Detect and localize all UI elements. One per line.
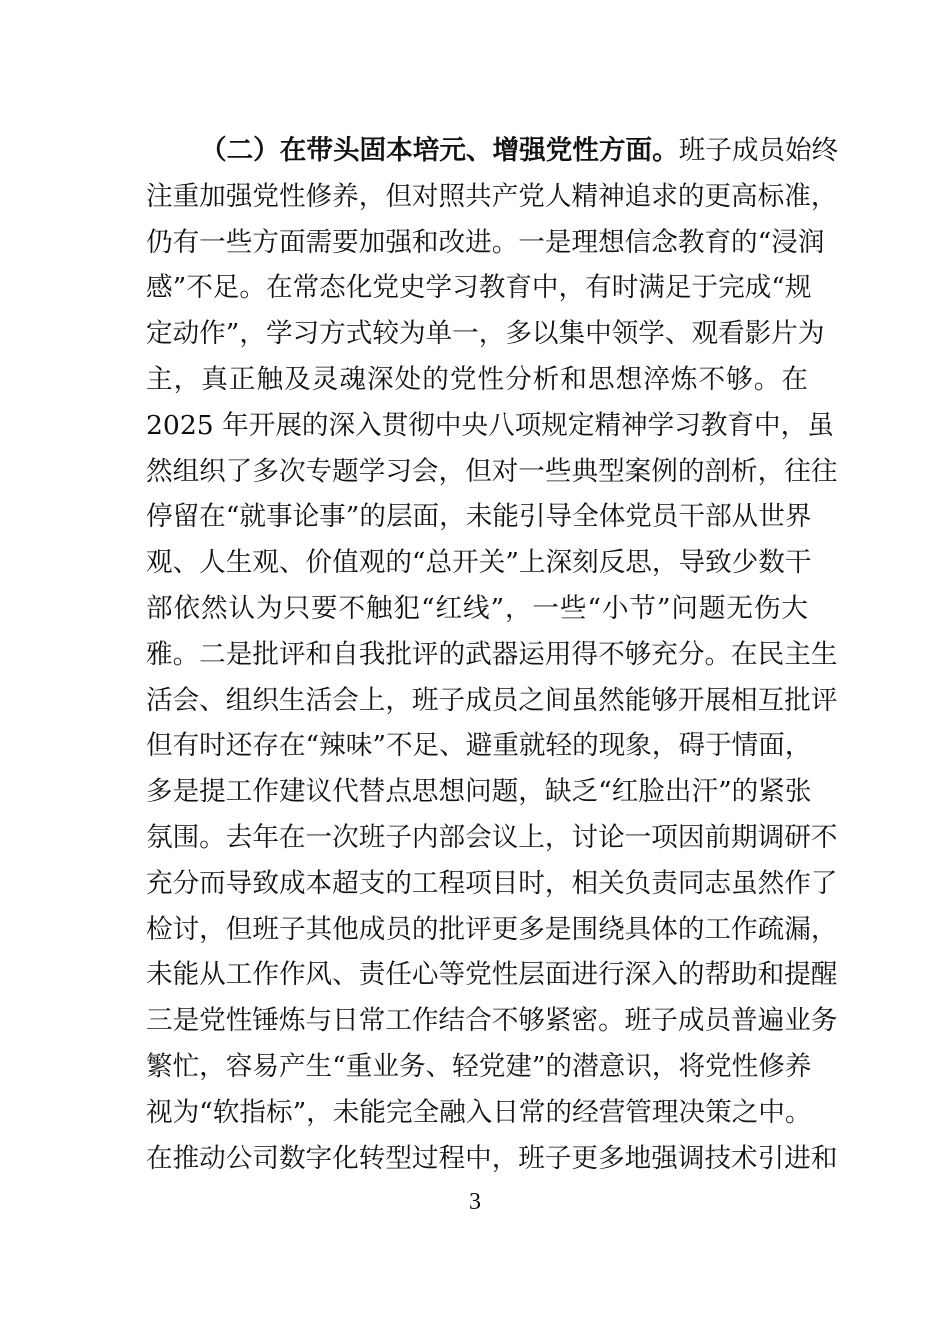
text-line: 但有时还存在“辣味”不足、避重就轻的现象，碍于情面， (146, 730, 812, 762)
text-line: 三是党性锤炼与日常工作结合不够紧密。班子成员普遍业务 (146, 1005, 838, 1037)
text-line: 氛围。去年在一次班子内部会议上，讨论一项因前期调研不 (146, 821, 838, 853)
text-line: 停留在“就事论事”的层面，未能引导全体党员干部从世界 (146, 501, 812, 533)
text-line: 雅。二是批评和自我批评的武器运用得不够充分。在民主生 (146, 638, 838, 670)
paragraph-first-line (146, 128, 839, 174)
text-line: 注重加强党性修养，但对照共产党人精神追求的更高标准， (146, 180, 838, 212)
first-line-text: 班子成员始终 (678, 135, 839, 166)
text-line: 2025 年开展的深入贯彻中央八项规定精神学习教育中，虽 (146, 409, 834, 441)
text-line: 主，真正触及灵魂深处的党性分析和思想淬炼不够。在 (146, 363, 808, 395)
text-line: 感”不足。在常态化党史学习教育中，有时满足于完成“规 (146, 272, 812, 304)
text-line: 活会、组织生活会上，班子成员之间虽然能够开展相互批评 (146, 684, 838, 716)
page-number: 3 (469, 1189, 481, 1215)
text-line: 充分而导致成本超支的工程项目时，相关负责同志虽然作了 (146, 867, 838, 899)
text-line: 然组织了多次专题学习会，但对一些典型案例的剖析，往往 (146, 455, 838, 487)
body-paragraph (146, 128, 839, 1181)
text-line: 繁忙，容易产生“重业务、轻党建”的潜意识，将党性修养 (146, 1050, 812, 1082)
section-heading: （二）在带头固本培元、增强党性方面。 (200, 135, 679, 166)
text-line: 检讨，但班子其他成员的批评更多是围绕具体的工作疏漏， (146, 913, 838, 945)
text-line: 多是提工作建议代替点思想问题，缺乏“红脸出汗”的紧张 (146, 776, 812, 808)
text-line: 仍有一些方面需要加强和改进。一是理想信念教育的“浸润 (146, 226, 825, 258)
text-line: 未能从工作作风、责任心等党性层面进行深入的帮助和提醒 (146, 959, 838, 991)
text-line: 视为“软指标”，未能完全融入日常的经营管理决策之中。 (146, 1096, 812, 1128)
text-line: 观、人生观、价值观的“总开关”上深刻反思，导致少数干 (146, 547, 812, 579)
text-line: 部依然认为只要不触犯“红线”，一些“小节”问题无伤大 (146, 592, 808, 624)
text-line: 定动作”，学习方式较为单一，多以集中领学、观看影片为 (146, 318, 825, 350)
text-line: 在推动公司数字化转型过程中，班子更多地强调技术引进和 (146, 1142, 838, 1174)
